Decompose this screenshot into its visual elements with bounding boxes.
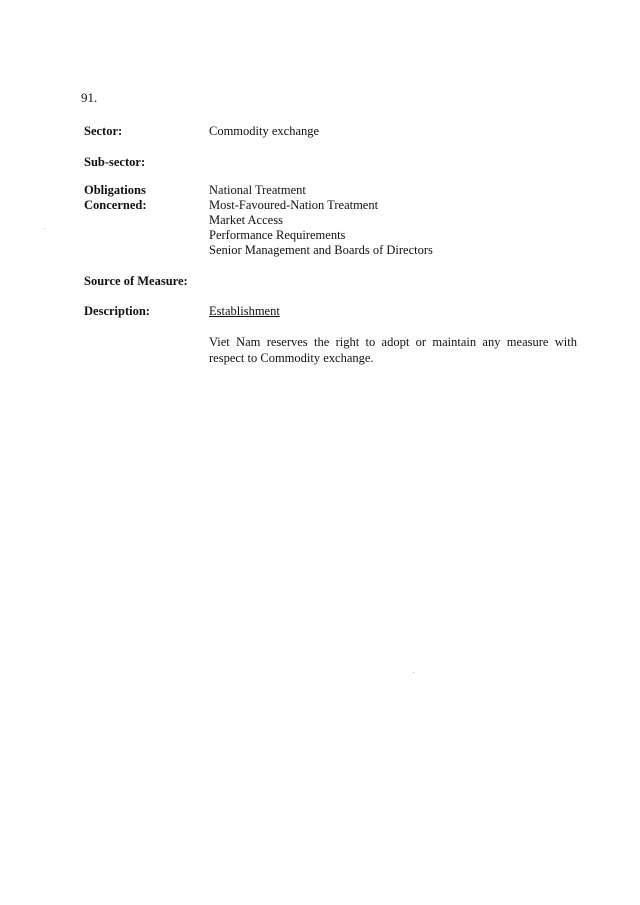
sector-value: Commodity exchange — [209, 124, 320, 138]
description-text: Viet Nam reserves the right to adopt or maintain any measure with respect to Commodity exchange. — [209, 335, 577, 365]
obligations-label-line2: Concerned: — [84, 198, 147, 212]
sector-label: Sector: — [84, 124, 123, 138]
sub-sector-label: Sub-sector: — [84, 155, 146, 169]
description-label: Description: — [84, 304, 150, 318]
obligation-item: Performance Requirements — [209, 228, 346, 242]
obligations-label-line1: Obligations — [84, 183, 146, 197]
entry-number: 91. — [81, 90, 98, 105]
source-label: Source of Measure: — [84, 274, 188, 288]
scan-speck — [413, 672, 414, 673]
description-heading: Establishment — [209, 304, 280, 318]
obligations-list — [209, 183, 577, 258]
obligation-item: Most-Favoured-Nation Treatment — [209, 198, 379, 212]
description-row — [84, 304, 584, 374]
obligations-label — [84, 183, 204, 213]
obligation-item: Senior Management and Boards of Directors — [209, 243, 433, 257]
obligation-item: Market Access — [209, 213, 283, 227]
scan-speck — [44, 228, 45, 229]
obligation-item: National Treatment — [209, 183, 306, 197]
